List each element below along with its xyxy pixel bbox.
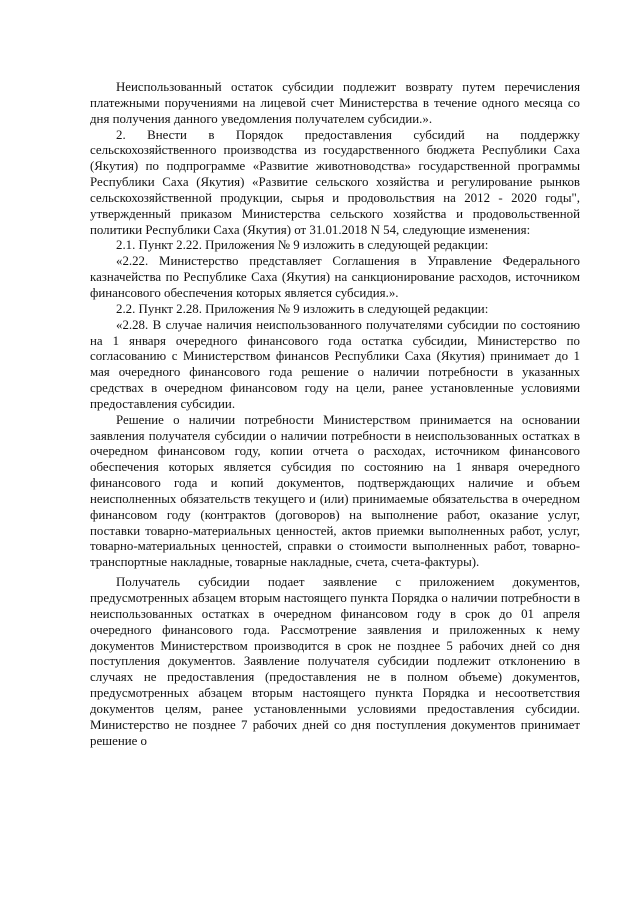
- paragraph-application-procedure: Получатель субсидии подает заявление с приложением документов, предусмотренных абзацем вторым настоящего пункта Порядка о наличии потребности в неиспользованных остатках в очередном финансовом году в срок до 01 апреля очередного финансового года. Рассмотрение заявления и приложенных к нему документов Министерством производится в срок не позднее 5 рабочих дней со дня поступления документов. Заявление получателя субсидии подлежит отклонению в случаях не предоставления (предоставления не в полном объеме) документов, предусмотренных абзацем вторым настоящего пункта Порядка и несоответствия документов целям, ранее установленными условиями предоставления субсидии. Министерство не позднее 7 рабочих дней со дня поступления документов принимает решение о: [90, 575, 580, 748]
- paragraph-decision-basis: Решение о наличии потребности Министерством принимается на основании заявления получателя субсидии о наличии потребности в неиспользованных остатках в очередном финансовом году, копии отчета о расходах, источником финансового обеспечения которых является субсидия по состоянию на 1 января очередного финансового года и копий документов, подтверждающих наличие и объем неисполненных обязательств текущего и (или) принимаемые обязательства в очередном финансовом году (контрактов (договоров) на выполнение работ, оказание услуг, поставки товарно-материальных ценностей, актов приемки выполненных работ, услуг, товарно-материальных ценностей, справки о стоимости выполненных работ, товарно-транспортные накладные, товарные накладные, счета, счета-фактуры).: [90, 412, 580, 570]
- paragraph-item-2-amendments: 2. Внести в Порядок предоставления субсидий на поддержку сельскохозяйственного производства из государственного бюджета Республики Саха (Якутия) по подпрограмме «Развитие животноводства» государственной программы Республики Саха (Якутия) «Развитие сельского хозяйства и регулирование рынков сельскохозяйственной продукции, сырья и продовольствия на 2012 - 2020 годы", утвержденный приказом Министерства сельского хозяйства и продовольственной политики Республики Саха (Якутия) от 31.01.2018 N 54, следующие изменения:: [90, 127, 580, 237]
- document-page: [90, 80, 580, 749]
- paragraph-refund-remainder: Неиспользованный остаток субсидии подлежит возврату путем перечисления платежными поручениями на лицевой счет Министерства в течение одного месяца со дня получения данного уведомления получателем субсидии.».: [90, 80, 580, 126]
- paragraph-clause-2-22: «2.22. Министерство представляет Соглашения в Управление Федерального казначейства по Республике Саха (Якутия) на санкционирование расходов, источником финансового обеспечения которых является субсидия.».: [90, 254, 580, 300]
- paragraph-item-2-1-heading: 2.1. Пункт 2.22. Приложения № 9 изложить в следующей редакции:: [116, 238, 489, 253]
- paragraph-item-2-2-heading: 2.2. Пункт 2.28. Приложения № 9 изложить в следующей редакции:: [116, 301, 489, 316]
- paragraph-clause-2-28: «2.28. В случае наличия неиспользованного получателями субсидии по состоянию на 1 января очередного финансового года остатка субсидии, Министерство по согласованию с Министерством финансов Республики Саха (Якутия) принимает до 1 мая очередного финансового года решение о наличии потребности в указанных средствах в очередном финансовом году на цели, ранее установленные условиями предоставления субсидии.: [90, 317, 580, 411]
